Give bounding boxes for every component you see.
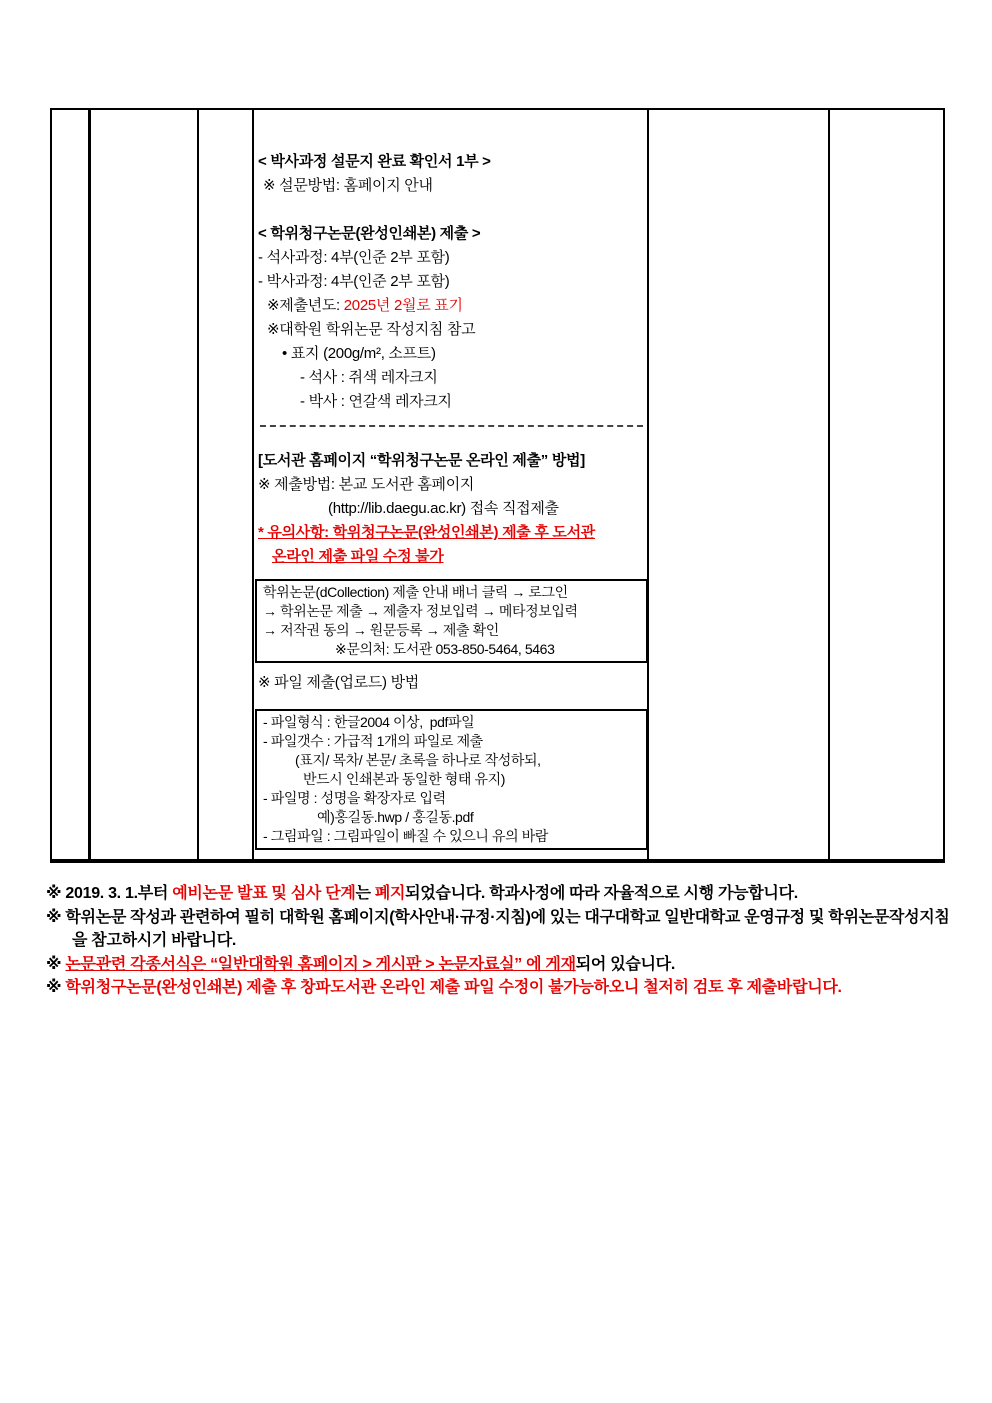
footnote-forms-location	[46, 953, 952, 977]
column-divider-5	[828, 110, 830, 859]
footnotes-section	[46, 882, 952, 1000]
dcollection-steps-box	[255, 579, 647, 663]
footnote-1-red-1: 예비논문 발표 및 심사 단계	[172, 885, 356, 902]
submit-url-line: (http://lib.daegu.ac.kr) 접속 직접제출	[328, 500, 559, 517]
dcollection-step-line-3: → 저작권 동의 → 원문등록 → 제출 확인	[263, 622, 499, 638]
dashed-divider	[254, 425, 647, 449]
footnote-no-file-edit	[46, 976, 952, 1000]
online-submit-section-title: [도서관 홈페이지 “학위청구논문 온라인 제출” 방법]	[258, 452, 585, 469]
footnote-guideline-reference	[46, 906, 952, 953]
file-count-detail-1: (표지/ 목차/ 본문/ 초록을 하나로 작성하되,	[295, 752, 541, 768]
footnote-abolished-step	[46, 882, 952, 906]
doctoral-copies-line: - 박사과정: 4부(인준 2부 포함)	[258, 273, 450, 290]
dashed-divider-line	[260, 425, 643, 427]
masters-copies-line: - 석사과정: 4부(인준 2부 포함)	[258, 249, 450, 266]
schedule-table-fragment	[50, 108, 945, 863]
year-label: ※제출년도:	[267, 297, 344, 314]
upload-method-title: ※ 파일 제출(업로드) 방법	[258, 674, 419, 691]
cover-masters-line: - 석사 : 쥐색 레자크지	[300, 369, 438, 386]
footnote-4-marker: ※	[46, 979, 66, 996]
caution-line-1: * 유의사항: 학위청구논문(완성인쇄본) 제출 후 도서관	[258, 524, 595, 541]
file-count-line: - 파일갯수 : 가급적 1개의 파일로 제출	[263, 733, 483, 749]
thesis-submit-section-title: < 학위청구논문(완성인쇄본) 제출 >	[258, 225, 481, 242]
footnote-3-red-underlined: 논문관련 각종서식은 “일반대학원 홈페이지 > 게시판 > 논문자료실” 에 게재	[65, 955, 576, 973]
footnote-4-red: 학위청구논문(완성인쇄본) 제출 후 창파도서관 온라인 제출 파일 수정이 불가능하오니 철저히 검토 후 제출바랍니다.	[65, 979, 842, 996]
column-divider-1	[88, 110, 91, 859]
footnote-1-red-2: 폐지	[374, 885, 406, 902]
dcollection-contact-line: ※문의처: 도서관 053-850-5464, 5463	[335, 641, 555, 657]
dcollection-step-line-2: → 학위논문 제출 → 제출자 정보입력 → 메타정보입력	[263, 603, 578, 619]
upload-rules-box	[255, 709, 647, 850]
image-file-line: - 그림파일 : 그림파일이 빠질 수 있으니 유의 바람	[263, 828, 549, 844]
footnote-3-text: 되어 있습니다.	[575, 955, 675, 973]
survey-section-title: < 박사과정 설문지 완료 확인서 1부 >	[258, 153, 491, 170]
cover-spec-line: • 표지 (200g/m², 소프트)	[282, 345, 436, 362]
file-count-detail-2: 반드시 인쇄본과 동일한 형태 유지)	[303, 771, 505, 787]
cover-doctoral-line: - 박사 : 연갈색 레자크지	[300, 393, 452, 410]
file-format-line: - 파일형식 : 한글2004 이상, pdf파일	[263, 714, 475, 730]
footnote-2-text: ※ 학위논문 작성과 관련하여 필히 대학원 홈페이지(학사안내·규정·지침)에 있는 대구대학교 일반대학교 운영규정 및 학위논문작성지침을 참고하시기 바랍니다.	[46, 908, 950, 949]
footnote-1-text: ※ 2019. 3. 1.부터	[46, 885, 173, 902]
survey-method-line: ※ 설문방법: 홈페이지 안내	[263, 177, 433, 194]
footnote-1-text-2: 는	[355, 885, 375, 902]
file-name-example: 예)홍길동.hwp / 홍길동.pdf	[317, 809, 474, 825]
submission-year-line	[254, 294, 647, 318]
column-divider-2	[197, 110, 199, 859]
submission-details-cell	[254, 110, 647, 859]
blank-line	[254, 198, 647, 222]
file-name-line: - 파일명 : 성명을 확장자로 입력	[263, 790, 446, 806]
footnote-1-text-3: 되었습니다. 학과사정에 따라 자율적으로 시행 가능합니다.	[405, 885, 798, 902]
dcollection-step-line-1: 학위논문(dCollection) 제출 안내 배너 클릭 → 로그인	[263, 584, 568, 600]
caution-line-2: 온라인 제출 파일 수정 불가	[272, 548, 444, 565]
submit-method-line: ※ 제출방법: 본교 도서관 홈페이지	[258, 476, 475, 493]
guideline-note-line: ※대학원 학위논문 작성지침 참고	[267, 321, 476, 338]
column-divider-4	[647, 110, 649, 859]
footnote-3-marker: ※	[46, 955, 66, 973]
year-value: 2025년 2월로 표기	[343, 297, 463, 314]
